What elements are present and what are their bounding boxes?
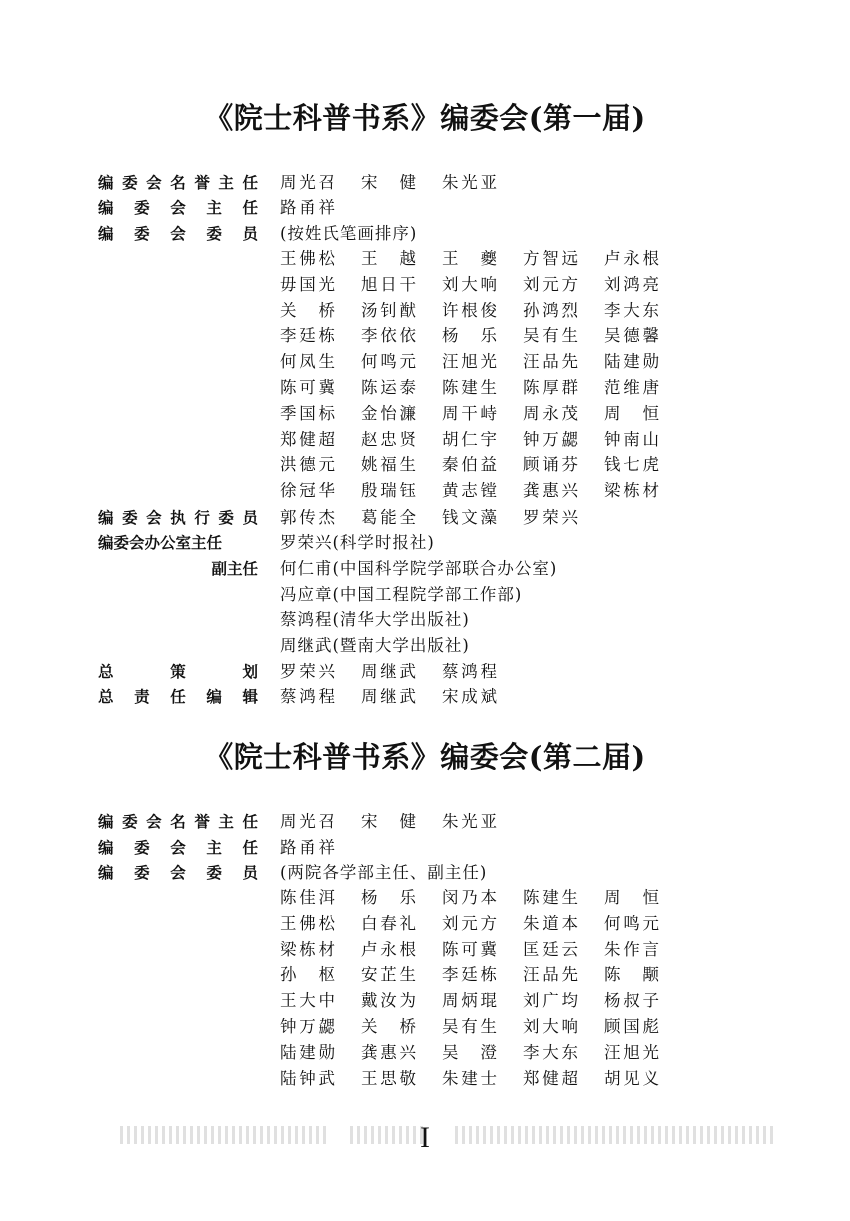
member-name: 宋成斌 — [442, 687, 497, 706]
member-name: 秦伯益 — [442, 455, 497, 475]
member-name: 王 越 — [361, 249, 416, 268]
member-name: 周炳琨 — [442, 991, 497, 1011]
board1-deputy-row-3 — [98, 607, 778, 633]
member-name: 陈厚群 — [523, 378, 578, 397]
member-name: 何鸣元 — [361, 352, 416, 372]
board1-office-director-row — [98, 530, 778, 556]
member-name: 孙 枢 — [280, 965, 335, 985]
member-row — [98, 401, 778, 427]
board2-members-header-row — [98, 860, 778, 886]
member-name: 周干峙 — [442, 403, 497, 423]
member-name: 陆钟武 — [280, 1068, 335, 1088]
member-name: 朱道本 — [523, 913, 578, 933]
member-name: 陈佳洱 — [280, 888, 335, 907]
board1-deputy-row-1 — [98, 556, 778, 582]
member-name: 胡见义 — [604, 1068, 659, 1088]
page-number: I — [420, 1121, 430, 1154]
member-row — [98, 988, 778, 1014]
member-row — [98, 349, 778, 375]
member-name: 闵乃本 — [442, 888, 497, 907]
member-name: 戴汝为 — [361, 991, 416, 1011]
member-row — [98, 937, 778, 963]
board1-planner-row — [98, 659, 778, 685]
member-name: 吴 澄 — [442, 1042, 497, 1062]
deputy-entry: 何仁甫(中国科学院学部联合办公室) — [280, 559, 558, 578]
member-row — [98, 885, 778, 911]
member-name: 梁栋材 — [604, 481, 659, 501]
role-label: 编委会委员 — [98, 864, 258, 882]
member-name: 钟万勰 — [523, 429, 578, 449]
member-name: 赵忠贤 — [361, 429, 416, 449]
member-name: 许根俊 — [442, 300, 497, 320]
member-name: 陈运泰 — [361, 378, 416, 397]
board1-deputy-row-2 — [98, 582, 778, 608]
member-name: 王佛松 — [280, 249, 335, 268]
member-name: 罗荣兴 — [523, 508, 578, 527]
member-name: 旭日干 — [361, 274, 416, 294]
member-name: 顾国彪 — [604, 1017, 659, 1036]
member-name: 郑健超 — [280, 429, 335, 449]
member-name: 姚福生 — [361, 455, 416, 475]
member-name: 周继武 — [361, 662, 416, 681]
member-name: 刘大响 — [442, 274, 497, 294]
member-name: 朱光亚 — [442, 812, 497, 831]
member-name: 路甬祥 — [280, 838, 335, 857]
member-name: 朱光亚 — [442, 173, 497, 192]
member-name: 陆建勋 — [280, 1042, 335, 1062]
board1-title: 《院士科普书系》编委会(第一届) — [204, 101, 646, 135]
board2-director-row — [98, 835, 778, 861]
board1-director-row — [98, 195, 778, 221]
member-name: 陆建勋 — [604, 352, 659, 372]
member-name: 周光召 — [280, 812, 335, 831]
member-row — [98, 911, 778, 937]
member-row — [98, 962, 778, 988]
role-label: 总责任编辑 — [98, 688, 258, 706]
member-name: 洪德元 — [280, 455, 335, 475]
member-name: 吴有生 — [523, 326, 578, 346]
role-label: 编委会主任 — [98, 839, 258, 857]
member-name: 刘元方 — [523, 274, 578, 294]
role-label: 编委会办公室主任 — [98, 534, 223, 552]
member-name: 胡仁宇 — [442, 429, 497, 449]
member-name: 范维唐 — [604, 378, 659, 397]
member-name: 路甬祥 — [280, 198, 335, 217]
member-name: 陈 颙 — [604, 965, 659, 985]
member-name: 关 桥 — [280, 300, 335, 320]
member-name: 孙鸿烈 — [523, 300, 578, 320]
member-name: 季国标 — [280, 403, 335, 423]
member-name: 王佛松 — [280, 913, 335, 933]
member-name: 龚惠兴 — [361, 1042, 416, 1062]
member-name: 王大中 — [280, 991, 335, 1011]
member-name: 钟万勰 — [280, 1017, 335, 1036]
member-name: 何凤生 — [280, 352, 335, 372]
member-name: 刘鸿亮 — [604, 274, 659, 294]
member-name: 陈建生 — [523, 888, 578, 907]
member-name: 郭传杰 — [280, 508, 335, 527]
member-name: 宋 健 — [361, 173, 416, 192]
board2-title: 《院士科普书系》编委会(第二届) — [204, 740, 646, 774]
member-row — [98, 272, 778, 298]
board1-honorary-director-row — [98, 170, 778, 196]
member-row — [98, 1014, 778, 1040]
member-name: 梁栋材 — [280, 939, 335, 959]
member-name: 匡廷云 — [523, 939, 578, 959]
member-name: 周 恒 — [604, 403, 659, 423]
member-name: 杨 乐 — [361, 888, 416, 907]
member-name: 卢永根 — [361, 939, 416, 959]
member-name: 朱作言 — [604, 939, 659, 959]
member-name: 关 桥 — [361, 1017, 416, 1036]
member-name: 卢永根 — [604, 249, 659, 268]
member-name: 方智远 — [523, 249, 578, 268]
sorting-note: (两院各学部主任、副主任) — [280, 863, 488, 882]
deputy-entry: 冯应章(中国工程院学部工作部) — [280, 585, 523, 604]
member-row — [98, 298, 778, 324]
member-name: 蔡鸿程 — [280, 687, 335, 706]
member-name: 钱文藻 — [442, 508, 497, 527]
member-name: 金怡濂 — [361, 403, 416, 423]
member-name: 郑健超 — [523, 1068, 578, 1088]
member-name: 汪旭光 — [442, 352, 497, 372]
board1-chief-editor-row — [98, 684, 778, 710]
role-label: 副主任 — [211, 560, 258, 578]
member-name: 李廷栋 — [280, 326, 335, 346]
member-name: 白春礼 — [361, 913, 416, 933]
member-name: 陈可冀 — [442, 939, 497, 959]
member-name: 蔡鸿程 — [442, 662, 497, 681]
member-name: 李依依 — [361, 326, 416, 346]
board1-members-header-row — [98, 221, 778, 247]
member-name: 葛能全 — [361, 508, 416, 527]
member-name: 刘广均 — [523, 991, 578, 1011]
board2-honorary-director-row — [98, 809, 778, 835]
member-name: 黄志镗 — [442, 481, 497, 501]
member-name: 何鸣元 — [604, 913, 659, 933]
member-name: 龚惠兴 — [523, 481, 578, 501]
member-name: 钟南山 — [604, 429, 659, 449]
member-name: 王思敬 — [361, 1068, 416, 1088]
member-name: 杨叔子 — [604, 991, 659, 1011]
member-name: 周永茂 — [523, 403, 578, 423]
member-row — [98, 323, 778, 349]
member-name: 吴德馨 — [604, 326, 659, 346]
member-name: 李廷栋 — [442, 965, 497, 985]
member-name: 李大东 — [523, 1042, 578, 1062]
member-name: 周 恒 — [604, 888, 659, 907]
member-row — [98, 375, 778, 401]
member-row — [98, 478, 778, 504]
board1-deputy-row-4 — [98, 633, 778, 659]
role-label: 编委会名誉主任 — [98, 813, 258, 831]
member-name: 陈可冀 — [280, 378, 335, 397]
role-label: 编委会执行委员 — [98, 509, 258, 527]
member-name: 杨 乐 — [442, 326, 497, 346]
member-name: 罗荣兴 — [280, 662, 335, 681]
role-label: 总策划 — [98, 663, 258, 681]
member-name: 安芷生 — [361, 965, 416, 985]
member-name: 钱七虎 — [604, 455, 659, 475]
member-name: 李大东 — [604, 300, 659, 320]
member-name: 周继武 — [361, 687, 416, 706]
board1-executive-row — [98, 505, 778, 531]
sorting-note: (按姓氏笔画排序) — [280, 224, 418, 243]
member-row — [98, 1066, 778, 1092]
member-row — [98, 452, 778, 478]
member-name: 徐冠华 — [280, 481, 335, 501]
member-name: 汤钊猷 — [361, 300, 416, 320]
role-label: 编委会名誉主任 — [98, 174, 258, 192]
member-name: 周光召 — [280, 173, 335, 192]
member-name: 刘元方 — [442, 913, 497, 933]
member-row — [98, 246, 778, 272]
member-name: 朱建士 — [442, 1068, 497, 1088]
member-name: 宋 健 — [361, 812, 416, 831]
member-name: 刘大响 — [523, 1017, 578, 1036]
deputy-entry: 周继武(暨南大学出版社) — [280, 636, 470, 655]
member-row — [98, 427, 778, 453]
member-name: 汪旭光 — [604, 1042, 659, 1062]
member-name: 顾诵芬 — [523, 455, 578, 475]
member-name: 吴有生 — [442, 1017, 497, 1036]
office-director-entry: 罗荣兴(科学时报社) — [280, 533, 435, 552]
member-name: 王 夔 — [442, 249, 497, 268]
role-label: 编委会委员 — [98, 225, 258, 243]
member-name: 毋国光 — [280, 274, 335, 294]
member-name: 汪品先 — [523, 352, 578, 372]
deputy-entry: 蔡鸿程(清华大学出版社) — [280, 610, 470, 629]
member-name: 陈建生 — [442, 378, 497, 397]
member-name: 汪品先 — [523, 965, 578, 985]
member-name: 殷瑞钰 — [361, 481, 416, 501]
member-row — [98, 1040, 778, 1066]
role-label: 编委会主任 — [98, 199, 258, 217]
